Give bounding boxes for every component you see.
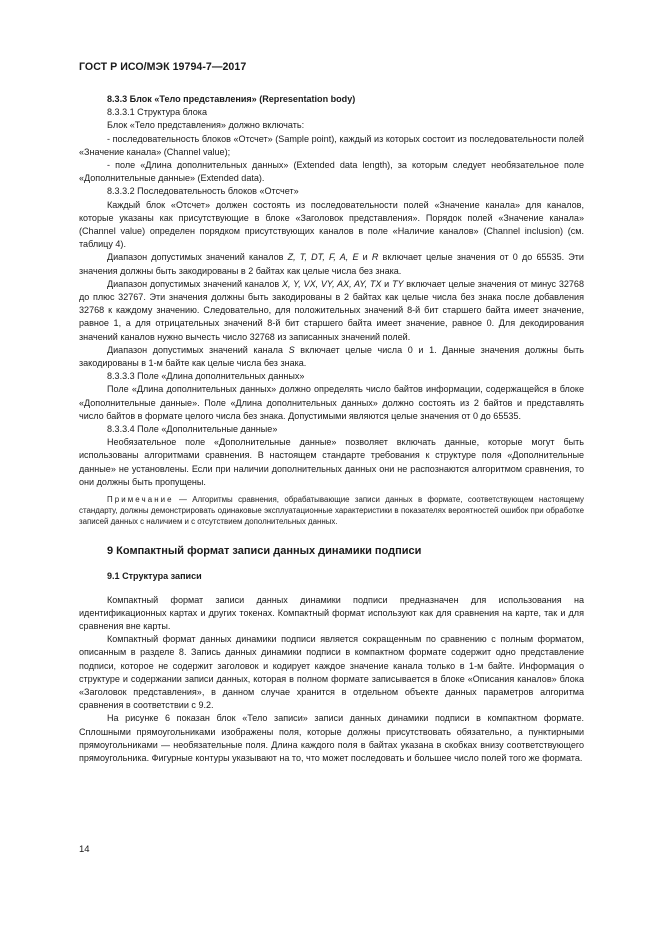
list-item: - поле «Длина дополнительных данных» (Extended data length), за которым следует необязательное поле «Дополнительные данные» (Extended data).	[79, 160, 584, 184]
paragraph: Поле «Длина дополнительных данных» должно определять число байтов информации, содержащейся в блоке «Дополнительные данные». Поле «Длина дополнительных данных» должно состоять из 2 байтов и представлять число байтов в формате целого числа без знака. Допустимыми являются целые значения от 0 до 65535.	[79, 384, 584, 421]
channel-name: TY	[391, 278, 404, 289]
text-run: Диапазон допустимых значений каналов	[107, 278, 282, 289]
text-run: Диапазон допустимых значений каналов	[107, 252, 288, 263]
paragraph: На рисунке 6 показан блок «Тело записи» записи данных динамики подписи в компактном формате. Сплошными прямоугольниками изображены поля, которые должны присутствовать обязательно, а пунктирными прямоугольниками — необязательные поля. Длина каждого поля в байтах указана в скобках внизу соответствующего прямоугольника. Фигурные контуры указывают на то, что может последовать и большее число полей того же формата.	[79, 713, 584, 763]
channel-names: Z, T, DT, F, A, E	[287, 252, 359, 263]
paragraph: Блок «Тело представления» должно включать:	[107, 120, 305, 131]
list-item: - последовательность блоков «Отсчет» (Sample point), каждый из которых состоит из последовательности полей «Значение канала» (Channel value);	[79, 133, 584, 157]
subsection-heading-8-3-3-4: 8.3.3.4 Поле «Дополнительные данные»	[107, 424, 278, 435]
page-number: 14	[79, 844, 90, 855]
subsection-heading-8-3-3-1: 8.3.3.1 Структура блока	[107, 107, 207, 118]
text-run: включает целые числа 0 и 1. Данные значения должны быть закодированы в 1-м байте как целые числа без знака.	[79, 344, 584, 369]
section-heading-8-3-3: 8.3.3 Блок «Тело представления» (Representation body)	[107, 94, 356, 104]
paragraph	[79, 278, 584, 344]
subsection-heading-8-3-3-2: 8.3.3.2 Последовательность блоков «Отсчет»	[107, 186, 299, 197]
document-header: ГОСТ Р ИСО/МЭК 19794-7—2017	[79, 61, 247, 73]
page-content	[79, 93, 584, 765]
note-label: Примечание	[107, 495, 174, 505]
text-run: включает целые значения от минус 32768 до плюс 32767. Эти значения должны быть закодированы в 2 байтах как целые числа без знака после добавления 32768 к каждому значению. Следовательно, для положительных значений 8-й бит старшего байта имеет значение, равное 1, а для отрицательных значений 8-й бит старшего байта имеет значение, равное 0. Для декодирования значений каналов нужно вычесть число 32768 из записанных значений полей.	[79, 278, 584, 342]
paragraph: Компактный формат записи данных динамики подписи предназначен для использования на идентификационных картах и других токенах. Компактный формат используют как для сравнения на карте, так и для сравнения вне карты.	[79, 594, 584, 631]
paragraph	[79, 251, 584, 277]
paragraph: Компактный формат данных динамики подписи является сокращенным по сравнению с полным форматом, описанным в разделе 8. Запись данных динамики подписи в компактном формате содержит одно представление подписи, которое не содержит заголовок и кодирует каждое значение канала только в 1-м байте. Информация о структуре и содержании записи данных, которая в полном формате записывается в блоке «Описания каналов» блока «Заголовок представления», в данном случае хранится в отдельном объекте данных параметров алгоритма сравнения в соответствии с 9.2.	[79, 634, 584, 711]
subsection-heading-8-3-3-3: 8.3.3.3 Поле «Длина дополнительных данных»	[107, 371, 305, 382]
paragraph: Необязательное поле «Дополнительные данные» позволяет включать данные, которые могут быть использованы алгоритмами сравнения. В настоящем стандарте требования к структуре поля «Дополнительные данные» не установлены. Если при наличии дополнительных данных они не распознаются алгоритмом сравнения, то они должны быть пропущены.	[79, 437, 584, 487]
text-run: и	[381, 278, 392, 289]
subsection-heading-9-1: 9.1 Структура записи	[107, 571, 202, 582]
channel-name: R	[371, 252, 379, 263]
text-run: Диапазон допустимых значений канала	[107, 344, 289, 355]
text-run: и	[358, 252, 372, 263]
channel-names: X, Y, VX, VY, AX, AY, TX	[281, 278, 382, 289]
text-run: включает целые значения от 0 до 65535. Эти значения должны быть закодированы в 2 байтах как целые числа без знака.	[79, 252, 584, 276]
note-text: — Алгоритмы сравнения, обрабатывающие записи данных в формате, соответствующем настоящему стандарту, должны демонстрировать одинаковые эксплуатационные характеристики в показателях вероятностей ошибок при обработке записей данных с наличием и с отсутствием дополнительных данных.	[79, 495, 584, 527]
note	[79, 494, 584, 527]
paragraph	[79, 344, 584, 370]
channel-name: S	[288, 344, 295, 355]
section-heading-9: 9 Компактный формат записи данных динамики подписи	[107, 545, 422, 558]
paragraph: Каждый блок «Отсчет» должен состоять из последовательности полей «Значение канала» для каналов, которые указаны как присутствующие в блоке «Заголовок представления». Порядок полей «Значение канала» (Channel value) определен порядком присутствующих каналов в поле «Наличие каналов» (Channel inclusion) (см. таблицу 4).	[79, 199, 584, 250]
